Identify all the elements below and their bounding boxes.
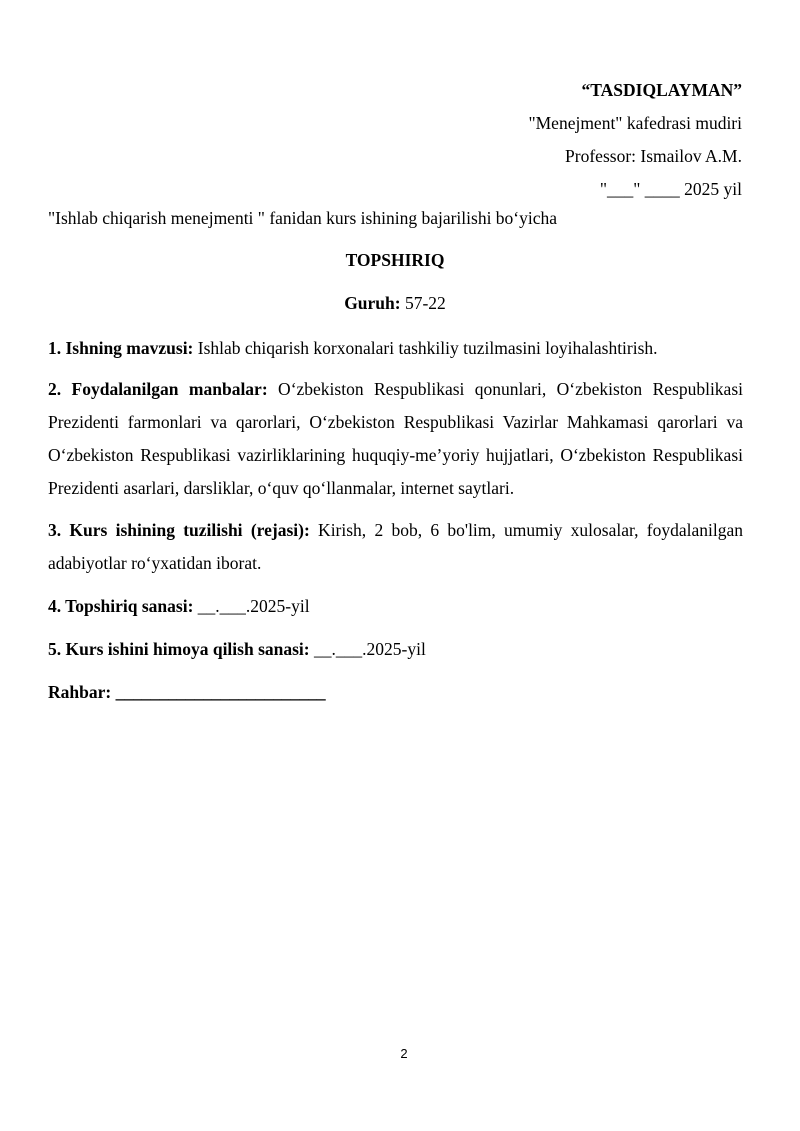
subject-line: "Ishlab chiqarish menejmenti " fanidan kurs ishining bajarilishi bo‘yicha xyxy=(48,208,558,228)
group-line xyxy=(0,289,790,317)
item-text: Kirish, 2 bob, 6 bo'lim, umumiy xulosalar, foydalanilgan adabiyotlar ro‘yxatidan iborat. xyxy=(48,520,743,573)
item-label: 4. Topshiriq sanasi: xyxy=(48,596,194,616)
item-label: 3. Kurs ishining tuzilishi (rejasi): xyxy=(48,520,310,540)
page-number: 2 xyxy=(400,1046,408,1061)
approval-professor: Professor: Ismailov A.M. xyxy=(565,146,742,166)
approval-title: “TASDIQLAYMAN” xyxy=(581,80,742,100)
supervisor-line xyxy=(48,676,743,709)
item-label: 1. Ishning mavzusi: xyxy=(48,338,194,358)
item-structure xyxy=(48,514,743,580)
group-label: Guruh: xyxy=(344,293,401,313)
item-label: 5. Kurs ishini himoya qilish sanasi: xyxy=(48,639,310,659)
item-text: __.___.2025-yil xyxy=(309,639,426,659)
item-label: 2. Foydalanilgan manbalar: xyxy=(48,379,268,399)
approval-date: "___" ____ 2025 yil xyxy=(599,179,742,199)
item-defense-date xyxy=(48,633,743,666)
item-text: O‘zbekiston Respublikasi qonunlari, O‘zbekiston Respublikasi Prezidenti farmonlari va qarorlari, O‘zbekiston Respublikasi Vazirlar Mahkamasi qarorlari va O‘zbekiston Respublikasi vazirliklarining huquqiy-me’yoriy hujjatlari, O‘zbekiston Respublikasi Prezidenti asarlari, darsliklar, o‘quv qo‘llanmalar, internet saytlari. xyxy=(48,379,743,498)
item-assignment-date xyxy=(48,590,743,623)
approval-department: "Menejment" kafedrasi mudiri xyxy=(528,113,742,133)
group-value: 57-22 xyxy=(400,293,446,313)
item-sources xyxy=(48,373,743,505)
approval-block xyxy=(528,74,742,206)
document-heading: TOPSHIRIQ xyxy=(345,250,445,270)
item-text: Ishlab chiqarish korxonalari tashkiliy tuzilmasini loyihalashtirish. xyxy=(193,338,658,358)
item-text: __.___.2025-yil xyxy=(193,596,310,616)
supervisor-label: Rahbar: ________________________ xyxy=(48,682,326,702)
item-topic xyxy=(48,332,743,365)
